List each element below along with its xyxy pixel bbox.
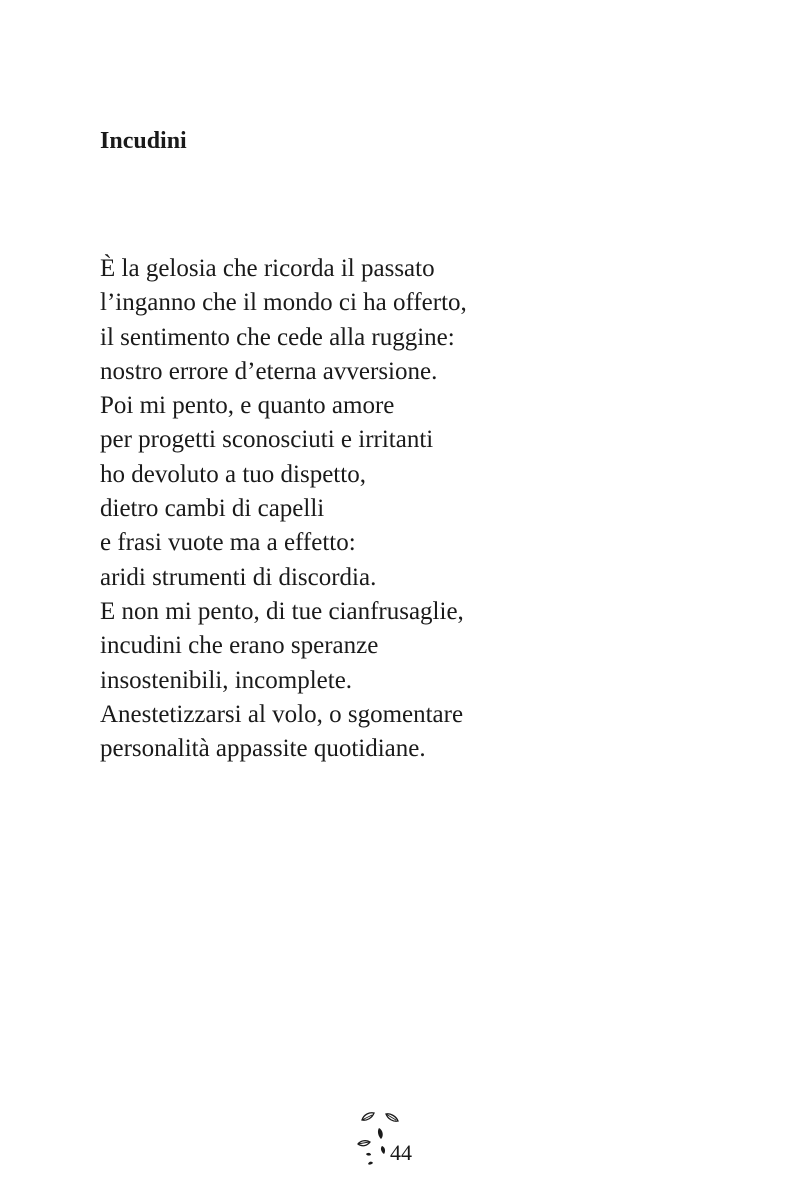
poem-line: insostenibili, incomplete. (100, 666, 353, 694)
poem-line: Poi mi pento, e quanto amore (100, 392, 395, 420)
poem-line: per progetti sconosciuti e irritanti (100, 426, 434, 454)
poem-line: Anestetizzarsi al volo, o sgomentare (100, 700, 464, 728)
poem-line: e frasi vuote ma a effetto: (100, 529, 356, 557)
poem-body (100, 252, 467, 766)
poem-line: dietro cambi di capelli (100, 495, 325, 523)
poem-line: personalità appassite quotidiane. (100, 735, 426, 763)
poem-line: aridi strumenti di discordia. (100, 563, 377, 591)
poem-line: ho devoluto a tuo dispetto, (100, 460, 366, 488)
page-footer (352, 1106, 432, 1176)
poem-line: l’inganno che il mondo ci ha offerto, (100, 289, 467, 317)
poem-title: Incudini (100, 128, 187, 154)
poem-line: nostro errore d’eterna avversione. (100, 357, 438, 385)
poem-line: incudini che erano speranze (100, 632, 379, 660)
poem-line: il sentimento che cede alla ruggine: (100, 323, 455, 351)
page-number: 44 (390, 1140, 412, 1165)
poem-line: E non mi pento, di tue cianfrusaglie, (100, 597, 464, 625)
poem-line: È la gelosia che ricorda il passato (100, 255, 435, 282)
